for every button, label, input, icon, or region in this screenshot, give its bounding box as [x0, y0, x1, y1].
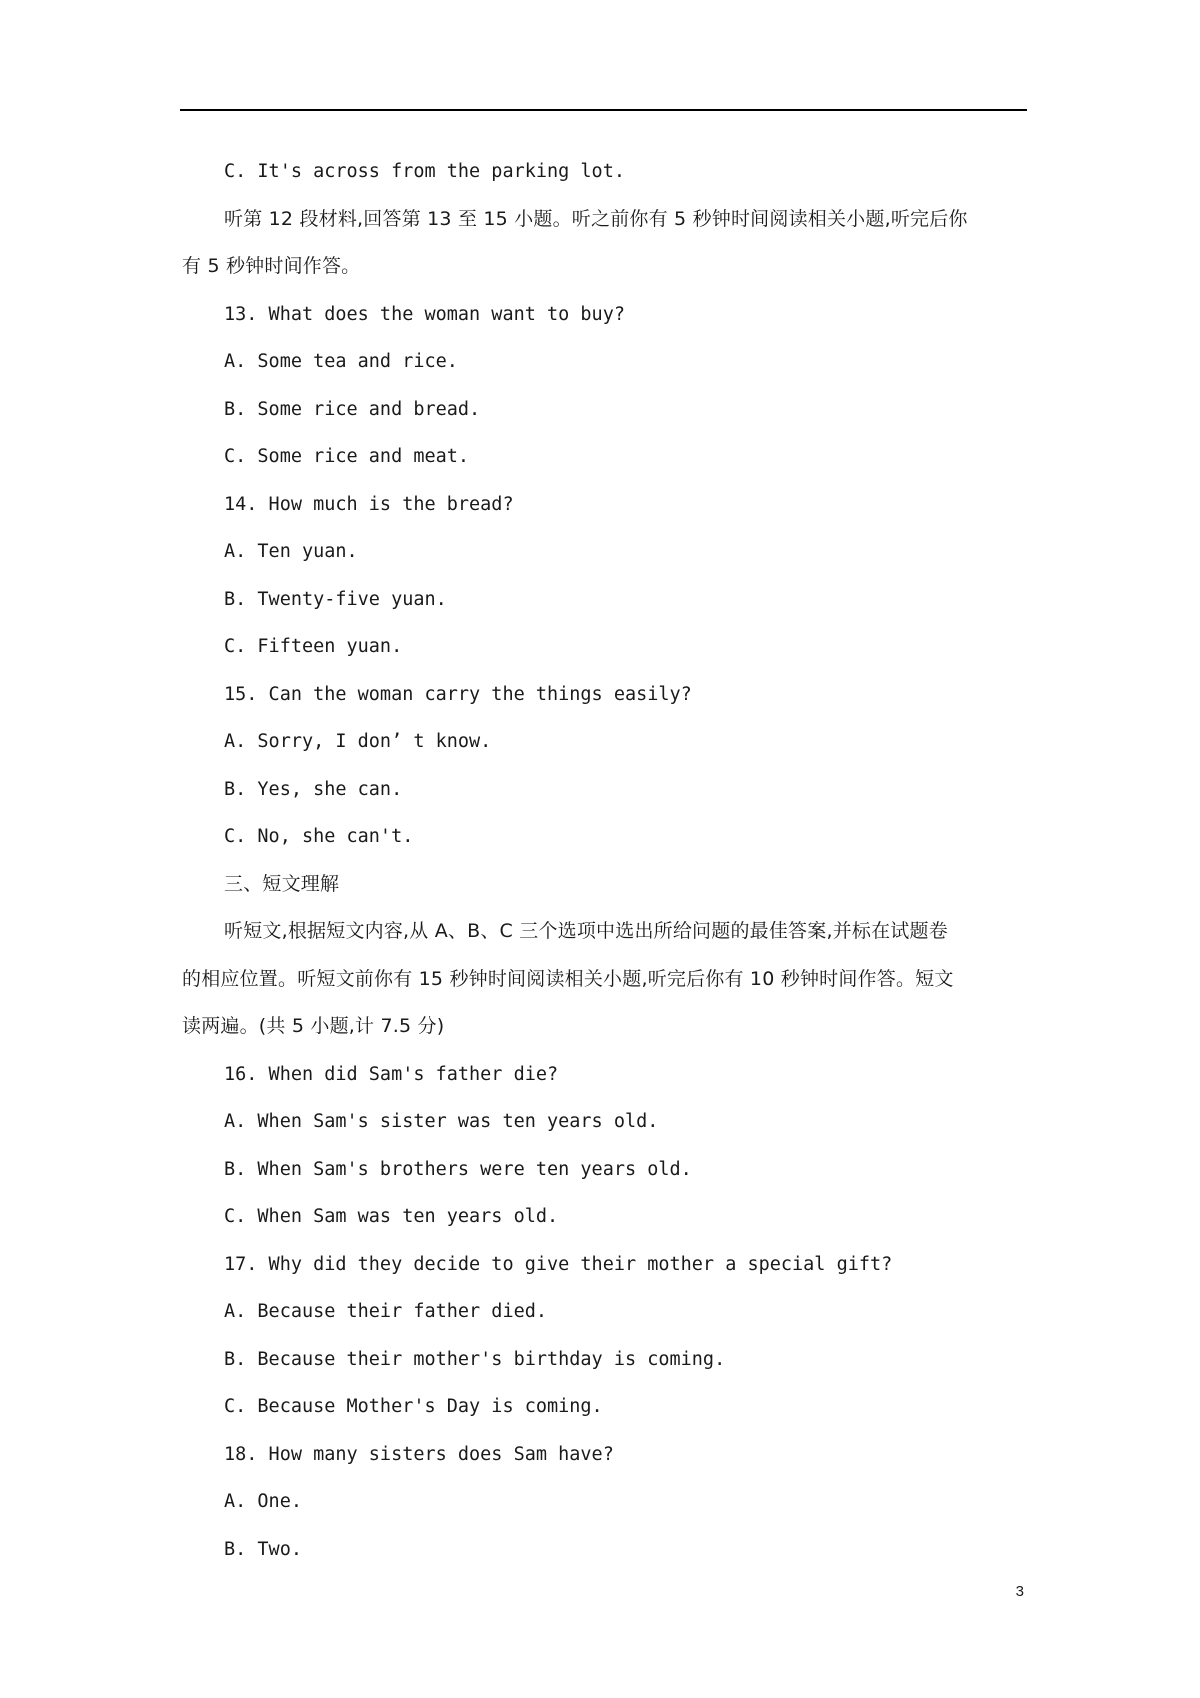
text-line: 15. Can the woman carry the things easily? [224, 683, 692, 705]
text-line: 18. How many sisters does Sam have? [224, 1443, 614, 1465]
text-line: 14. How much is the bread? [224, 493, 514, 515]
text-line: 有 5 秒钟时间作答。 [182, 255, 361, 277]
text-line: B. Some rice and bread. [224, 398, 481, 420]
text-line: A. Some tea and rice. [224, 351, 458, 372]
text-line: C. When Sam was ten years old. [224, 1206, 559, 1227]
text-line: A. One. [224, 1491, 302, 1512]
text-line: C. It's across from the parking lot. [224, 161, 625, 182]
text-line: C. Some rice and meat. [224, 446, 470, 467]
text-line: 的相应位置。听短文前你有 15 秒钟时间阅读相关小题,听完后你有 10 秒钟时间作答。短文 [182, 967, 954, 990]
text-line: C. Because Mother's Day is coming. [224, 1396, 603, 1417]
text-line: 三、短文理解 [224, 872, 340, 895]
text-line: 听短文,根据短文内容,从 A、B、C 三个选项中选出所给问题的最佳答案,并标在试题卷 [224, 920, 948, 942]
text-line: B. Because their mother's birthday is coming. [224, 1348, 726, 1370]
text-line: B. Two. [224, 1538, 302, 1560]
page-number: 3 [1015, 1583, 1024, 1600]
text-line: 17. Why did they decide to give their mother a special gift? [224, 1253, 893, 1275]
text-line: 听第 12 段材料,回答第 13 至 15 小题。听之前你有 5 秒钟时间阅读相关小题,听完后你 [224, 207, 968, 230]
text-line: B. When Sam's brothers were ten years old. [224, 1158, 692, 1180]
text-line: B. Yes, she can. [224, 778, 403, 800]
text-line: 16. When did Sam's father die? [224, 1063, 559, 1085]
document-body [182, 148, 1027, 1573]
text-line: C. No, she can't. [224, 826, 414, 847]
text-line: B. Twenty-five yuan. [224, 588, 447, 610]
text-line: A. Sorry, I don’ t know. [224, 731, 492, 752]
text-line: A. Because their father died. [224, 1301, 548, 1322]
text-line: 读两遍。(共 5 小题,计 7.5 分) [182, 1015, 445, 1037]
text-line: A. Ten yuan. [224, 541, 358, 562]
text-line: C. Fifteen yuan. [224, 636, 403, 657]
text-line: A. When Sam's sister was ten years old. [224, 1111, 659, 1132]
text-line: 13. What does the woman want to buy? [224, 303, 625, 325]
header-rule [180, 109, 1027, 111]
